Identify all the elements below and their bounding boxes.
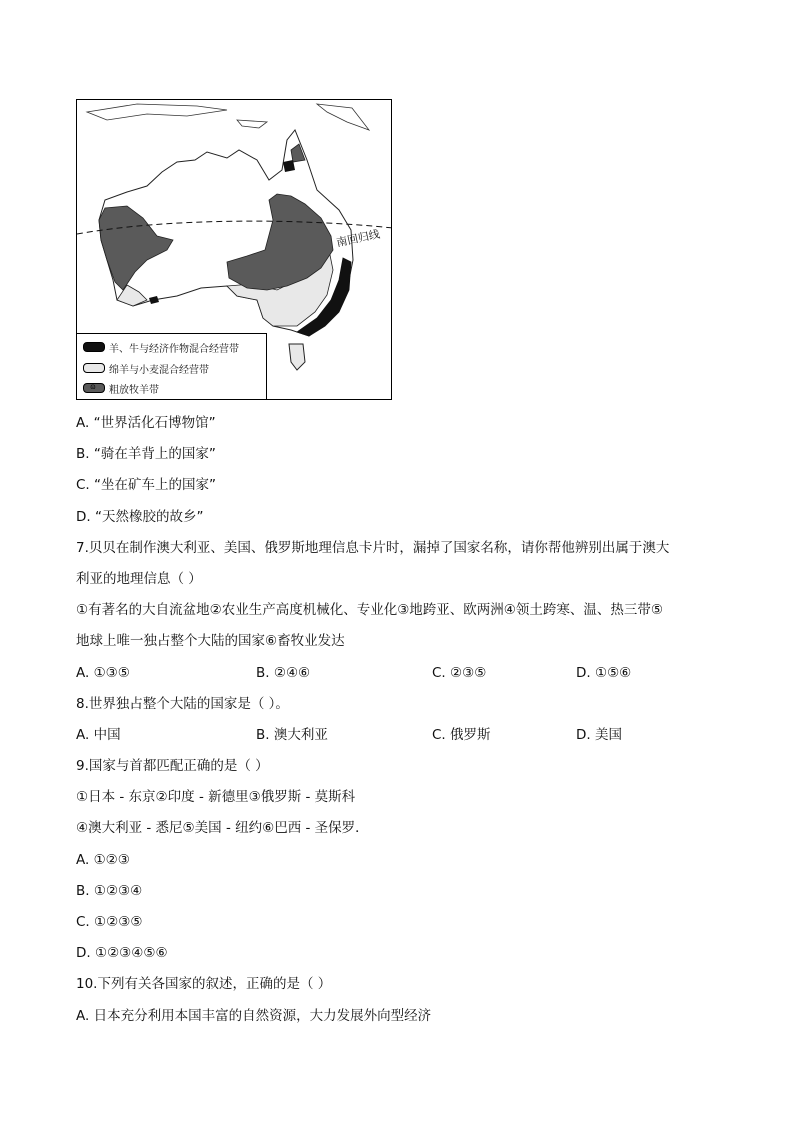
map-legend xyxy=(77,333,267,400)
legend-swatch xyxy=(83,342,105,352)
legend-item xyxy=(83,340,239,354)
australia-agriculture-map xyxy=(76,99,392,400)
q7-stem-line1: 7.贝贝在制作澳大利亚、美国、俄罗斯地理信息卡片时，漏掉了国家名称，请你帮他辨别出属于澳大 xyxy=(76,540,670,556)
q8-stem: 8.世界独占整个大陆的国家是（ ）。 xyxy=(76,696,289,712)
q8-option-d: D. 美国 xyxy=(576,727,622,743)
q6-option-b: B. “骑在羊背上的国家” xyxy=(76,446,216,462)
q9-stem: 9.国家与首都匹配正确的是（ ） xyxy=(76,758,269,774)
q9-option-a: A. ①②③ xyxy=(76,852,130,868)
q6-option-c: C. “坐在矿车上的国家” xyxy=(76,477,216,493)
legend-label: 绵羊与小麦混合经营带 xyxy=(109,364,209,376)
tasmania-outline xyxy=(289,344,305,370)
q8-option-b: B. 澳大利亚 xyxy=(256,727,328,743)
q9-items-line1: ①日本 - 东京②印度 - 新德里③俄罗斯 - 莫斯科 xyxy=(76,789,356,805)
q9-option-c: C. ①②③⑤ xyxy=(76,914,143,930)
q8-option-a: A. 中国 xyxy=(76,727,121,743)
q7-items-line1: ①有著名的大自流盆地②农业生产高度机械化、专业化③地跨亚、欧两洲④领土跨寒、温、热三带⑤ xyxy=(76,602,664,618)
legend-swatch xyxy=(83,383,105,393)
mixed-farming-belt xyxy=(283,160,295,172)
q9-option-b: B. ①②③④ xyxy=(76,883,143,899)
q7-option-b: B. ②④⑥ xyxy=(256,665,311,681)
legend-item xyxy=(83,361,209,375)
q9-option-d: D. ①②③④⑤⑥ xyxy=(76,945,168,961)
island-shape xyxy=(237,120,267,128)
q7-stem-line2: 利亚的地理信息（ ） xyxy=(76,571,202,587)
q7-option-a: A. ①③⑤ xyxy=(76,665,130,681)
island-shape xyxy=(87,104,227,120)
q10-option-a: A. 日本充分利用本国丰富的自然资源，大力发展外向型经济 xyxy=(76,1008,432,1024)
legend-item xyxy=(83,381,159,395)
q6-option-a: A. “世界活化石博物馆” xyxy=(76,415,216,431)
q6-option-d: D. “天然橡胶的故乡” xyxy=(76,509,204,525)
extensive-sheep-belt xyxy=(291,144,305,162)
q9-items-line2: ④澳大利亚 - 悉尼⑤美国 - 纽约⑥巴西 - 圣保罗． xyxy=(76,820,369,836)
legend-swatch xyxy=(83,363,105,373)
q7-option-d: D. ①⑤⑥ xyxy=(576,665,632,681)
tropic-label: 南回归线 xyxy=(335,227,381,250)
island-shape xyxy=(317,104,369,130)
q7-items-line2: 地球上唯一独占整个大陆的国家⑥畜牧业发达 xyxy=(76,633,345,649)
legend-label: 粗放牧羊带 xyxy=(109,384,159,396)
q7-option-c: C. ②③⑤ xyxy=(432,665,487,681)
legend-label: 羊、牛与经济作物混合经营带 xyxy=(109,343,239,355)
extensive-sheep-belt xyxy=(99,206,173,290)
q8-option-c: C. 俄罗斯 xyxy=(432,727,491,743)
mixed-farming-belt xyxy=(149,296,159,304)
q10-stem: 10.下列有关各国家的叙述，正确的是（ ） xyxy=(76,976,332,992)
